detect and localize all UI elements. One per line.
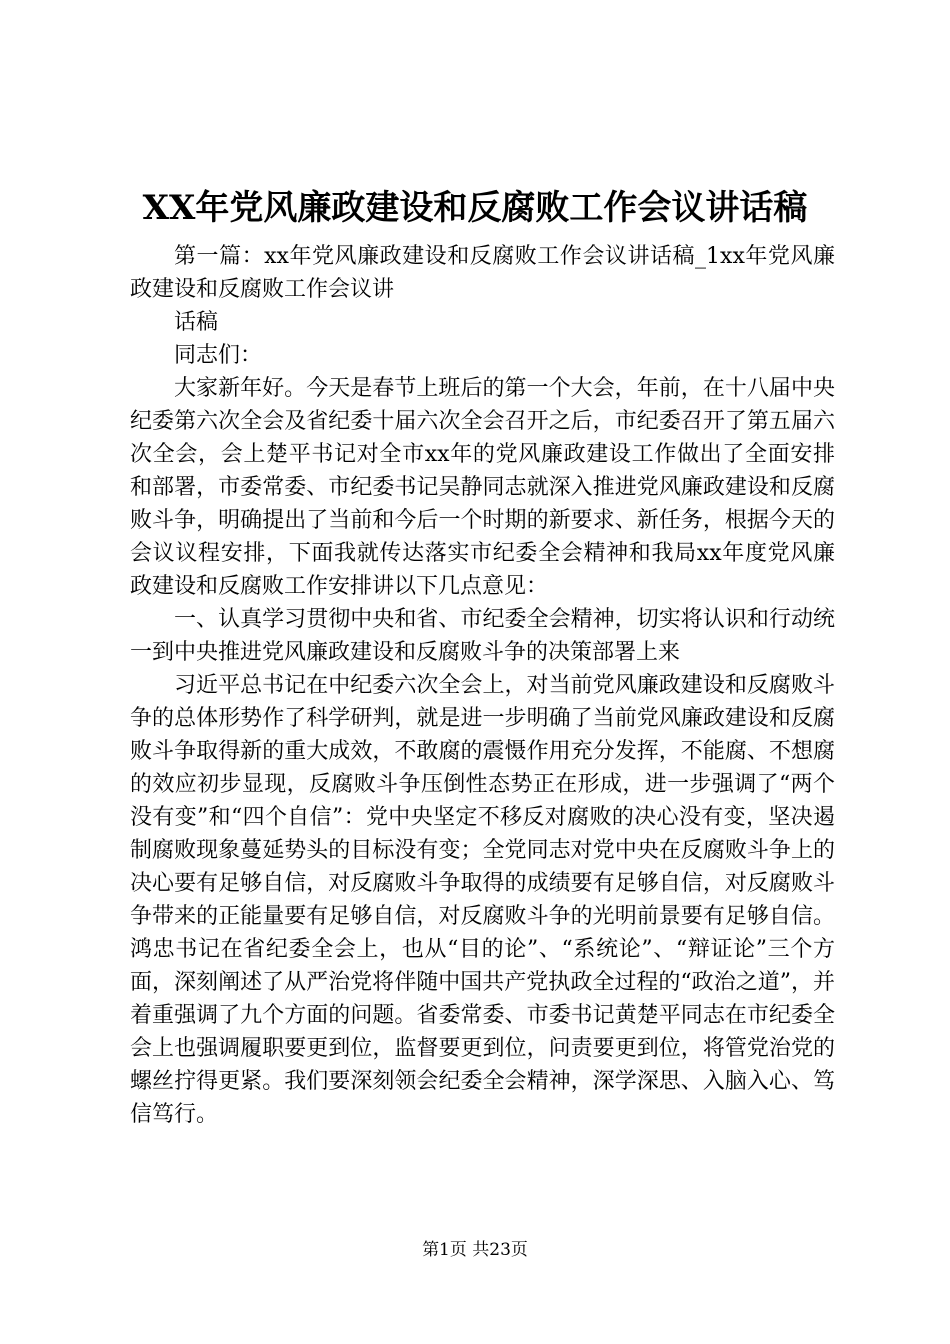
paragraph-heading: 第一篇：xx年党风廉政建设和反腐败工作会议讲话稿_1xx年党风廉政建设和反腐败工作会议讲	[130, 244, 835, 302]
document-title: XX年党风廉政建设和反腐败工作会议讲话稿	[142, 188, 808, 228]
document-body	[130, 240, 835, 1131]
page-number-footer: 第1页 共23页	[422, 1240, 528, 1260]
paragraph-heading-continued: 话稿	[174, 310, 219, 335]
paragraph-section-one-heading: 一、认真学习贯彻中央和省、市纪委全会精神，切实将认识和行动统一到中央推进党风廉政建设和反腐败斗争的决策部署上来	[130, 607, 835, 665]
paragraph-salutation: 同志们：	[174, 343, 263, 368]
paragraph-intro: 大家新年好。今天是春节上班后的第一个大会，年前，在十八届中央纪委第六次全会及省纪委十届六次全会召开之后，市纪委召开了第五届六次全会，会上楚平书记对全市xx年的党风廉政建设工作做出了全面安排和部署，市委常委、市纪委书记吴静同志就深入推进党风廉政建设和反腐败斗争，明确提出了当前和今后一个时期的新要求、新任务，根据今天的会议议程安排，下面我就传达落实市纪委全会精神和我局xx年度党风廉政建设和反腐败工作安排讲以下几点意见：	[130, 376, 835, 599]
paragraph-section-one-body: 习近平总书记在中纪委六次全会上，对当前党风廉政建设和反腐败斗争的总体形势作了科学研判，就是进一步明确了当前党风廉政建设和反腐败斗争取得新的重大成效，不敢腐的震慑作用充分发挥，不能腐、不想腐的效应初步显现，反腐败斗争压倒性态势正在形成，进一步强调了“两个没有变”和“四个自信”：党中央坚定不移反对腐败的决心没有变，坚决遏制腐败现象蔓延势头的目标没有变；全党同志对党中央在反腐败斗争上的决心要有足够自信，对反腐败斗争取得的成绩要有足够自信，对反腐败斗争带来的正能量要有足够自信，对反腐败斗争的光明前景要有足够自信。鸿忠书记在省纪委全会上，也从“目的论”、“系统论”、“辩证论”三个方面，深刻阐述了从严治党将伴随中国共产党执政全过程的“政治之道”，并着重强调了九个方面的问题。省委常委、市委书记黄楚平同志在市纪委全会上也强调履职要更到位，监督要更到位，问责要更到位，将管党治党的螺丝拧得更紧。我们要深刻领会纪委全会精神，深学深思、入脑入心、笃信笃行。	[130, 673, 835, 1127]
